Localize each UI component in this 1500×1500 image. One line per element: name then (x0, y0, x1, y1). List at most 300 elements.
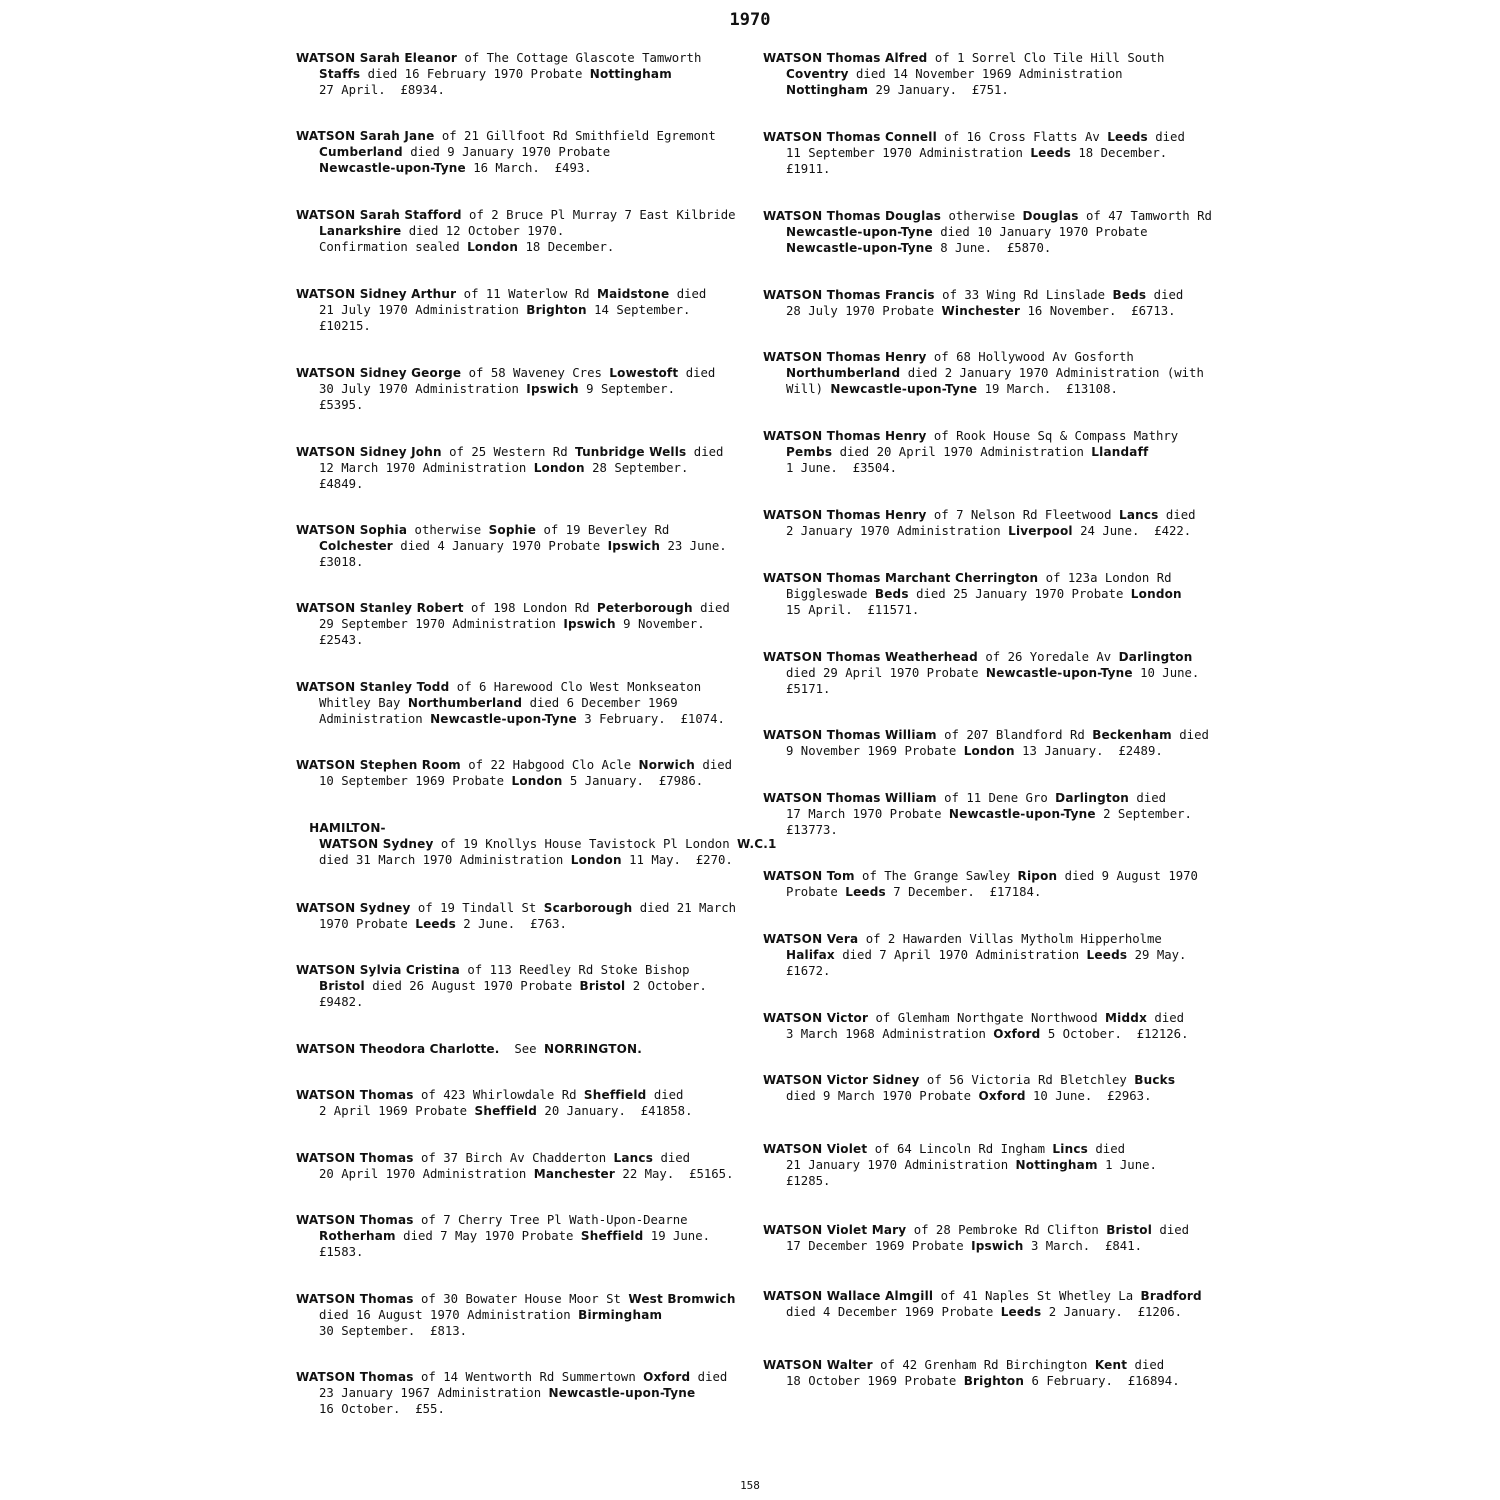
entry-text: 21 January 1970 Administration (786, 1158, 1016, 1172)
entry-line (763, 868, 1223, 884)
entry-line (296, 1103, 756, 1119)
entry-text: 3 March. £841. (1023, 1239, 1143, 1253)
entry-line (296, 632, 756, 648)
entry-text: 18 December. (518, 240, 615, 254)
entry-line (296, 554, 756, 570)
entry-line (296, 836, 777, 852)
entry-text: died 14 November 1969 Administration (848, 67, 1123, 81)
entry-bold-text: Norwich (638, 758, 696, 772)
probate-entry (763, 1010, 1223, 1042)
probate-entry (296, 1212, 756, 1260)
entry-text: Will) (786, 382, 831, 396)
entry-text: Biggleswade (786, 587, 875, 601)
entry-text: otherwise (407, 523, 489, 537)
entry-line (296, 757, 756, 773)
entry-line (296, 318, 756, 334)
entry-line (763, 743, 1223, 759)
entry-text: of 33 Wing Rd Linslade (934, 288, 1113, 302)
entry-bold-text: WATSON Sydney (296, 901, 411, 915)
entry-text: 27 April. £8934. (319, 83, 445, 97)
entry-line (296, 994, 756, 1010)
entry-line (296, 679, 756, 695)
entry-bold-text: Newcastle-upon-Tyne (948, 807, 1096, 821)
entry-text: died 4 December 1969 Probate (786, 1305, 1001, 1319)
entry-text: 30 September. £813. (319, 1324, 468, 1338)
probate-entry (763, 129, 1223, 177)
entry-bold-text: Sophie (488, 523, 537, 537)
entry-line (763, 727, 1223, 743)
probate-entry (296, 600, 756, 648)
entry-text: 16 October. £55. (319, 1402, 445, 1416)
entry-bold-text: Lincs (1052, 1142, 1088, 1156)
entry-text: of 25 Western Rd (441, 445, 575, 459)
entry-text: died 21 March (632, 901, 737, 915)
entry-line (296, 1150, 756, 1166)
entry-text: 9 September. (578, 382, 675, 396)
entry-text: of The Grange Sawley (854, 869, 1018, 883)
entry-text: 23 January 1967 Administration (319, 1386, 549, 1400)
entry-bold-text: Maidstone (596, 287, 670, 301)
entry-bold-text: Tunbridge Wells (575, 445, 687, 459)
entry-text: of 42 Grenham Rd Birchington (872, 1358, 1095, 1372)
entry-text: of 6 Harewood Clo West Monkseaton (449, 680, 702, 694)
entry-bold-text: Newcastle-upon-Tyne (319, 161, 466, 175)
entry-line (296, 695, 756, 711)
entry-line (763, 1238, 1223, 1254)
entry-line (763, 129, 1223, 145)
entry-bold-text: Pembs (786, 445, 833, 459)
entry-line (296, 1244, 756, 1260)
entry-text: 2 January 1970 Administration (786, 524, 1009, 538)
entry-text: died (686, 445, 724, 459)
entry-bold-text: Coventry (786, 67, 849, 81)
entry-bold-text: WATSON Victor Sidney (763, 1073, 920, 1087)
entry-text: died 10 January 1970 Probate (932, 225, 1148, 239)
entry-text: died 25 January 1970 Probate (908, 587, 1131, 601)
entry-text: 2 October. (625, 979, 707, 993)
probate-entry (296, 365, 756, 413)
entry-text: of 26 Yoredale Av (977, 650, 1119, 664)
entry-text: 10 June. £2963. (1025, 1089, 1152, 1103)
entry-bold-text: Middx (1105, 1011, 1148, 1025)
entry-text: 29 January. £751. (868, 83, 1009, 97)
entry-text: £10215. (319, 319, 371, 333)
entry-bold-text: Colchester (319, 539, 393, 553)
entry-line (296, 1228, 756, 1244)
entry-text: 19 March. £13108. (977, 382, 1118, 396)
entry-text: of 14 Wentworth Rd Summertown (413, 1370, 644, 1384)
entry-text: 10 September 1969 Probate (319, 774, 512, 788)
entry-text: of 2 Bruce Pl Murray 7 East Kilbride (461, 208, 736, 222)
entry-text: 2 January. £1206. (1041, 1305, 1183, 1319)
entry-bold-text: Newcastle-upon-Tyne (830, 382, 978, 396)
entry-bold-text: WATSON Sarah Eleanor (296, 51, 458, 65)
entry-line (296, 82, 756, 98)
entry-bold-text: WATSON Vera (763, 932, 859, 946)
entry-bold-text: Liverpool (1008, 524, 1073, 538)
entry-text: died (695, 758, 733, 772)
entry-bold-text: WATSON Violet Mary (763, 1223, 907, 1237)
entry-bold-text: WATSON Thomas Henry (763, 508, 927, 522)
entry-text: died 7 May 1970 Probate (395, 1229, 581, 1243)
entry-text: £1911. (786, 162, 831, 176)
entry-text: died (690, 1370, 728, 1384)
page-year-heading: 1970 (729, 10, 771, 30)
entry-bold-text: Nottingham (589, 67, 672, 81)
probate-entry (296, 1150, 756, 1182)
entry-text: 2 April 1969 Probate (319, 1104, 475, 1118)
entry-text: died (1152, 1223, 1190, 1237)
entry-line (763, 145, 1223, 161)
probate-entry (296, 128, 756, 176)
entry-line (763, 806, 1223, 822)
entry-bold-text: Halifax (786, 948, 835, 962)
entry-bold-text: Newcastle-upon-Tyne (430, 712, 577, 726)
entry-bold-text: Ipswich (526, 382, 579, 396)
entry-text: died 4 January 1970 Probate (392, 539, 608, 553)
entry-text: 1970 Probate (319, 917, 416, 931)
entry-line (763, 1288, 1223, 1304)
entry-line (296, 128, 756, 144)
entry-bold-text: London (963, 744, 1015, 758)
entry-line (296, 50, 756, 66)
entry-bold-text: Oxford (978, 1089, 1026, 1103)
entry-line (763, 1222, 1223, 1238)
probate-entry (763, 208, 1223, 256)
entry-line (296, 1369, 756, 1385)
entry-text: 16 November. £6713. (1020, 304, 1176, 318)
entry-line (763, 681, 1223, 697)
entry-text: died (678, 366, 716, 380)
probate-entry (763, 1288, 1223, 1320)
entry-line (296, 1385, 756, 1401)
entry-text: 9 November 1969 Probate (786, 744, 964, 758)
entry-text: died 12 October 1970. (401, 224, 565, 238)
entry-text: of 207 Blandford Rd (936, 728, 1093, 742)
entry-line (763, 1173, 1223, 1189)
entry-text: 1 June. £3504. (786, 461, 898, 475)
entry-text: died 16 August 1970 Administration (319, 1308, 579, 1322)
entry-bold-text: Lanarkshire (319, 224, 402, 238)
entry-line (296, 711, 756, 727)
entry-line (296, 1291, 756, 1307)
probate-entry (763, 1222, 1223, 1254)
probate-entry (296, 962, 756, 1010)
entry-line (296, 381, 756, 397)
entry-line (296, 852, 756, 868)
entry-text: of 1 Sorrel Clo Tile Hill South (927, 51, 1165, 65)
entry-line (763, 602, 1223, 618)
entry-text: 19 June. (643, 1229, 711, 1243)
entry-bold-text: Northumberland (407, 696, 523, 710)
entry-bold-text: Beds (1112, 288, 1147, 302)
entry-bold-text: London (570, 853, 622, 867)
entry-text: of 22 Habgood Clo Acle (460, 758, 639, 772)
entry-text: Probate (786, 885, 846, 899)
entry-text: 22 May. £5165. (615, 1167, 734, 1181)
entry-text: of 30 Bowater House Moor St (413, 1292, 629, 1306)
entry-bold-text: Newcastle-upon-Tyne (548, 1386, 696, 1400)
entry-bold-text: WATSON Sarah Stafford (296, 208, 462, 222)
entry-text: died 16 February 1970 Probate (360, 67, 590, 81)
entry-line (763, 66, 1223, 82)
entry-bold-text: WATSON Thomas Alfred (763, 51, 928, 65)
entry-text: 10 June. (1132, 666, 1200, 680)
entry-line (763, 224, 1223, 240)
probate-entry (296, 900, 756, 932)
entry-text: 2 June. £763. (455, 917, 567, 931)
entry-line (296, 160, 756, 176)
entry-text: 3 February. £1074. (576, 712, 725, 726)
entry-bold-text: NORRINGTON. (543, 1042, 643, 1056)
entry-line (763, 665, 1223, 681)
probate-entry (296, 50, 756, 98)
entry-line (763, 381, 1223, 397)
entry-line (296, 1323, 756, 1339)
entry-bold-text: WATSON Stanley Robert (296, 601, 464, 615)
entry-line (763, 82, 1223, 98)
entry-bold-text: Brighton (526, 303, 587, 317)
entry-line (296, 1212, 756, 1228)
entry-bold-text: Scarborough (543, 901, 633, 915)
entry-text: of Glemham Northgate Northwood (868, 1011, 1106, 1025)
probate-entry (296, 1369, 756, 1417)
entry-line (296, 1307, 756, 1323)
probate-entry (296, 1087, 756, 1119)
entry-text: 2 September. (1095, 807, 1192, 821)
entry-text: of 113 Reedley Rd Stoke Bishop (459, 963, 690, 977)
entry-bold-text: Llandaff (1091, 445, 1149, 459)
entry-line (763, 365, 1223, 381)
entry-text: died 6 December 1969 (522, 696, 678, 710)
entry-line (296, 900, 756, 916)
entry-line (763, 1157, 1223, 1173)
entry-text: 29 September 1970 Administration (319, 617, 564, 631)
entry-text: £2543. (319, 633, 364, 647)
entry-bold-text: WATSON Sidney George (296, 366, 462, 380)
entry-line (763, 1072, 1223, 1088)
entry-text: of 56 Victoria Rd Bletchley (919, 1073, 1135, 1087)
entry-bold-text: WATSON Wallace Almgill (763, 1289, 934, 1303)
probate-entry (763, 790, 1223, 838)
entry-text: 20 April 1970 Administration (319, 1167, 534, 1181)
entry-bold-text: Beds (874, 587, 909, 601)
entry-text: of 123a London Rd (1038, 571, 1172, 585)
entry-bold-text: Lancs (613, 1151, 654, 1165)
entry-text: otherwise (941, 209, 1023, 223)
entry-line (763, 50, 1223, 66)
entry-text: £3018. (319, 555, 364, 569)
entry-bold-text: WATSON Thomas William (763, 791, 937, 805)
entry-text: 5 October. £12126. (1040, 1027, 1189, 1041)
entry-line (763, 428, 1223, 444)
entry-bold-text: Sheffield (583, 1088, 647, 1102)
entry-bold-text: Leeds (1030, 146, 1071, 160)
probate-entry (763, 507, 1223, 539)
entry-bold-text: Lowestoft (609, 366, 679, 380)
entry-bold-text: WATSON Thomas (296, 1213, 414, 1227)
entry-bold-text: Sheffield (474, 1104, 538, 1118)
entry-text: of 21 Gillfoot Rd Smithfield Egremont (434, 129, 716, 143)
entry-bold-text: Leeds (1086, 948, 1128, 962)
entry-text: £5395. (319, 398, 364, 412)
entry-line (296, 66, 756, 82)
entry-text: died (692, 601, 730, 615)
entry-text: of 11 Waterlow Rd (456, 287, 597, 301)
entry-bold-text: Newcastle-upon-Tyne (786, 225, 933, 239)
entry-line (763, 161, 1223, 177)
entry-line (763, 586, 1223, 602)
entry-line (296, 773, 756, 789)
entry-line (763, 1141, 1223, 1157)
entry-text: 18 October 1969 Probate (786, 1374, 964, 1388)
entry-bold-text: Ipswich (563, 617, 616, 631)
entry-bold-text: WATSON Stephen Room (296, 758, 461, 772)
probate-entry (296, 679, 756, 727)
entry-text: £1285. (786, 1174, 831, 1188)
entry-line (296, 207, 756, 223)
entry-text: died 20 April 1970 Administration (832, 445, 1092, 459)
entry-text: of 7 Nelson Rd Fleetwood (926, 508, 1119, 522)
entry-bold-text: Manchester (533, 1167, 616, 1181)
entry-line (763, 822, 1223, 838)
entry-bold-text: WATSON Thomas Francis (763, 288, 935, 302)
probate-entry (763, 287, 1223, 319)
entry-bold-text: Brighton (963, 1374, 1025, 1388)
entry-text: of 41 Naples St Whetley La (933, 1289, 1141, 1303)
probate-entry (296, 286, 756, 334)
entry-bold-text: Leeds (1107, 130, 1148, 144)
probate-entry (763, 1072, 1223, 1104)
entry-text: of 37 Birch Av Chadderton (413, 1151, 614, 1165)
entry-line (296, 444, 756, 460)
entry-text: of 19 Tindall St (410, 901, 544, 915)
entry-bold-text: Leeds (415, 917, 456, 931)
entry-bold-text: Peterborough (596, 601, 693, 615)
entry-text: died (1158, 508, 1196, 522)
entry-bold-text: Darlington (1055, 791, 1130, 805)
entry-bold-text: WATSON Theodora Charlotte. (296, 1042, 500, 1056)
entry-bold-text: Ipswich (971, 1239, 1024, 1253)
entry-line (763, 570, 1223, 586)
probate-entry (296, 522, 756, 570)
entry-text: Administration (319, 712, 431, 726)
entry-text: died 31 March 1970 Administration (319, 853, 571, 867)
entry-line (296, 962, 756, 978)
entry-bold-text: WATSON Thomas Henry (763, 350, 927, 364)
entry-text: £4849. (319, 477, 364, 491)
entry-text: 23 June. (660, 539, 727, 553)
entry-line (296, 1166, 756, 1182)
entry-bold-text: WATSON Thomas Weatherhead (763, 650, 978, 664)
entry-bold-text: WATSON Victor (763, 1011, 869, 1025)
entry-bold-text: Ripon (1017, 869, 1058, 883)
entry-bold-text: Bradford (1140, 1289, 1202, 1303)
entry-text: died 26 August 1970 Probate (364, 979, 580, 993)
entry-line (763, 460, 1223, 476)
entry-bold-text: Douglas (1022, 209, 1079, 223)
entry-bold-text: Newcastle-upon-Tyne (985, 666, 1133, 680)
entry-bold-text: WATSON Thomas Henry (763, 429, 927, 443)
probate-entry (763, 570, 1223, 618)
entry-bold-text: WATSON Sylvia Cristina (296, 963, 460, 977)
entry-bold-text: WATSON Sidney Arthur (296, 287, 457, 301)
entry-text: 8 June. £5870. (932, 241, 1052, 255)
entry-bold-text: WATSON Thomas Connell (763, 130, 937, 144)
entry-line (763, 1304, 1223, 1320)
entry-text: died (1127, 1358, 1165, 1372)
entry-line (763, 507, 1223, 523)
entry-bold-text: London (511, 774, 563, 788)
entry-bold-text: Bucks (1134, 1073, 1176, 1087)
entry-text: died 9 March 1970 Probate (786, 1089, 979, 1103)
entry-text: 12 March 1970 Administration (319, 461, 534, 475)
entry-line (296, 365, 756, 381)
entry-bold-text: Newcastle-upon-Tyne (786, 241, 933, 255)
entry-text: of 423 Whirlowdale Rd (413, 1088, 584, 1102)
entry-bold-text: London (533, 461, 585, 475)
entry-bold-text: London (467, 240, 519, 254)
entry-bold-text: WATSON Sidney John (296, 445, 442, 459)
entry-text: of 7 Cherry Tree Pl Wath-Upon-Dearne (413, 1213, 688, 1227)
entry-line (296, 460, 756, 476)
entry-bold-text: WATSON Thomas (296, 1151, 414, 1165)
entry-text: £1672. (786, 964, 831, 978)
entry-line (296, 616, 756, 632)
entry-text: 17 December 1969 Probate (786, 1239, 972, 1253)
entry-text: 28 September. (584, 461, 689, 475)
entry-line (296, 538, 756, 554)
probate-entry (296, 820, 777, 868)
entry-text: died (1147, 1011, 1185, 1025)
probate-entry (763, 349, 1223, 397)
entry-line (296, 302, 756, 318)
entry-text: 30 July 1970 Administration (319, 382, 527, 396)
entry-text: died 7 April 1970 Administration (834, 948, 1087, 962)
entry-line (296, 239, 756, 255)
entry-text: Confirmation sealed (319, 240, 468, 254)
entry-text: 7 December. £17184. (885, 885, 1042, 899)
entry-line (763, 444, 1223, 460)
entry-text: of 28 Pembroke Rd Clifton (906, 1223, 1107, 1237)
entry-bold-text: Bristol (319, 979, 365, 993)
entry-text: of Rook House Sq & Compass Mathry (926, 429, 1179, 443)
entry-line (763, 947, 1223, 963)
entry-bold-text: Winchester (941, 304, 1021, 318)
probate-entry (763, 50, 1223, 98)
entry-text: died 29 April 1970 Probate (786, 666, 986, 680)
probate-entry (296, 444, 756, 492)
entry-bold-text: Oxford (993, 1027, 1041, 1041)
entry-bold-text: Staffs (319, 67, 361, 81)
entry-bold-text: Ipswich (607, 539, 661, 553)
entry-text: of 64 Lincoln Rd Ingham (867, 1142, 1053, 1156)
entry-bold-text: Bristol (1106, 1223, 1153, 1237)
entry-line (296, 820, 756, 836)
probate-entry (296, 1041, 756, 1057)
entry-line (763, 931, 1223, 947)
entry-text: See (499, 1042, 544, 1056)
entry-bold-text: West Bromwich (628, 1292, 736, 1306)
entry-line (763, 287, 1223, 303)
entry-bold-text: Lancs (1118, 508, 1159, 522)
entry-bold-text: HAMILTON- (296, 821, 386, 835)
entry-line (296, 1041, 756, 1057)
entry-bold-text: London (1130, 587, 1182, 601)
entry-text: 24 June. £422. (1072, 524, 1192, 538)
entry-bold-text: WATSON Walter (763, 1358, 873, 1372)
entry-bold-text: Sheffield (580, 1229, 644, 1243)
